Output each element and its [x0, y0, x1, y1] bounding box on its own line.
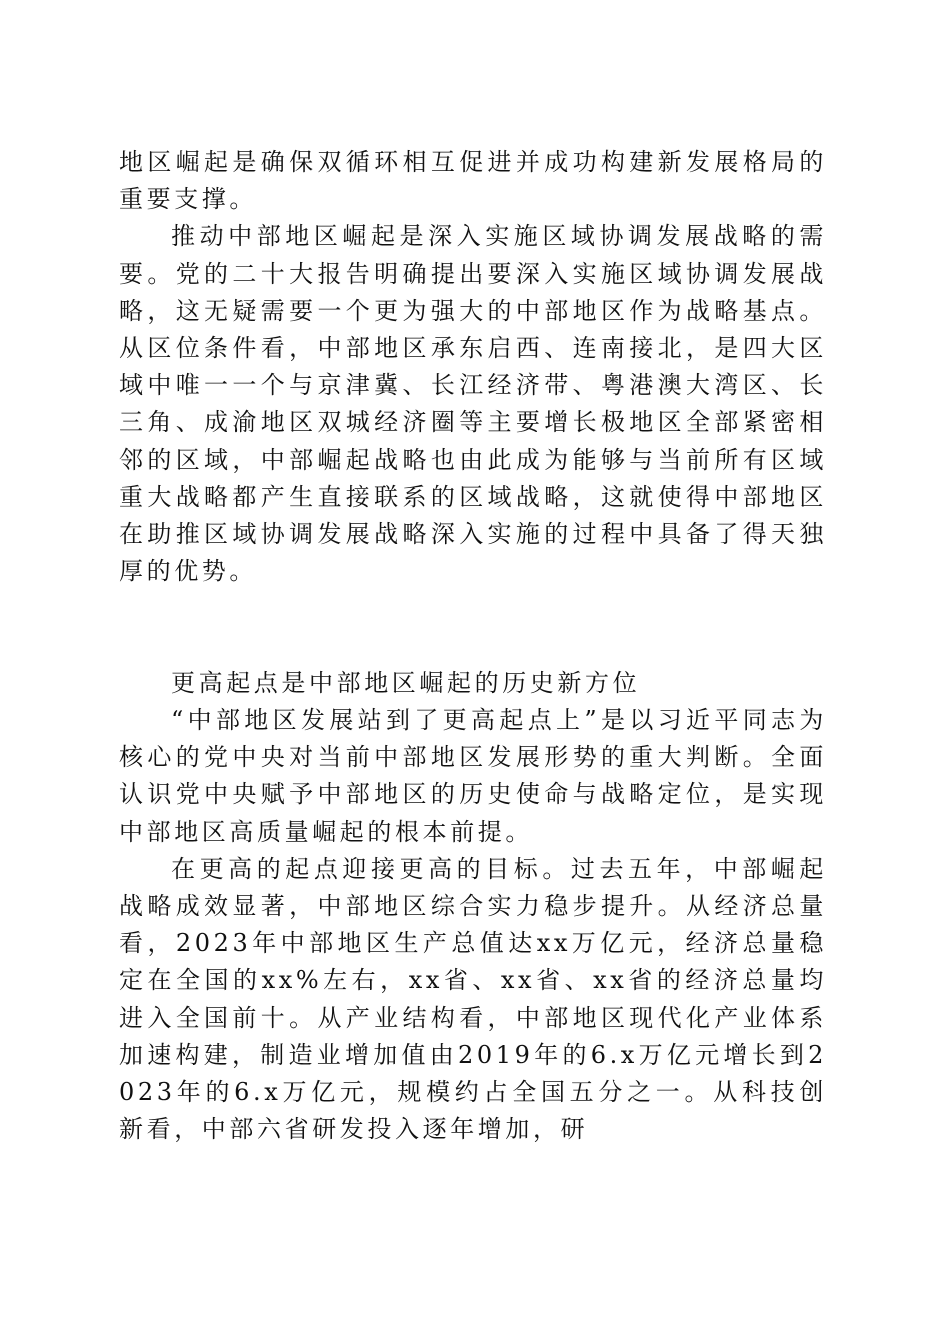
paragraph-higher-starting-point: “中部地区发展站到了更高起点上”是以习近平同志为核心的党中央对当前中部地区发展形势的重大判断。全面认识党中央赋予中部地区的历史使命与战略定位，是实现中部地区高质量崛起的根本前提。 [119, 705, 827, 846]
paragraph-continuation: 地区崛起是确保双循环相互促进并成功构建新发展格局的重要支撑。 [119, 148, 827, 214]
paragraph-regional-coordination: 推动中部地区崛起是深入实施区域协调发展战略的需要。党的二十大报告明确提出要深入实施区域协调发展战略，这无疑需要一个更为强大的中部地区作为战略基点。从区位条件看，中部地区承东启西、连南接北，是四大区域中唯一一个与京津冀、长江经济带、粤港澳大湾区、长三角、成渝地区双城经济圈等主要增长极地区全部紧密相邻的区域，中部崛起战略也由此成为能够与当前所有区域重大战略都产生直接联系的区域战略，这就使得中部地区在助推区域协调发展战略深入实施的过程中具备了得天独厚的优势。 [119, 222, 827, 586]
section-heading: 更高起点是中部地区崛起的历史新方位 [171, 668, 641, 697]
document-body [119, 144, 827, 1148]
paragraph-achievements: 在更高的起点迎接更高的目标。过去五年，中部崛起战略成效显著，中部地区综合实力稳步提升。从经济总量看，2023年中部地区生产总值达xx万亿元，经济总量稳定在全国的xx%左右，xx省、xx省、xx省的经济总量均进入全国前十。从产业结构看，中部地区现代化产业体系加速构建，制造业增加值由2019年的6.x万亿元增长到2023年的6.x万亿元，规模约占全国五分之一。从科技创新看，中部六省研发投入逐年增加，研 [119, 854, 827, 1144]
